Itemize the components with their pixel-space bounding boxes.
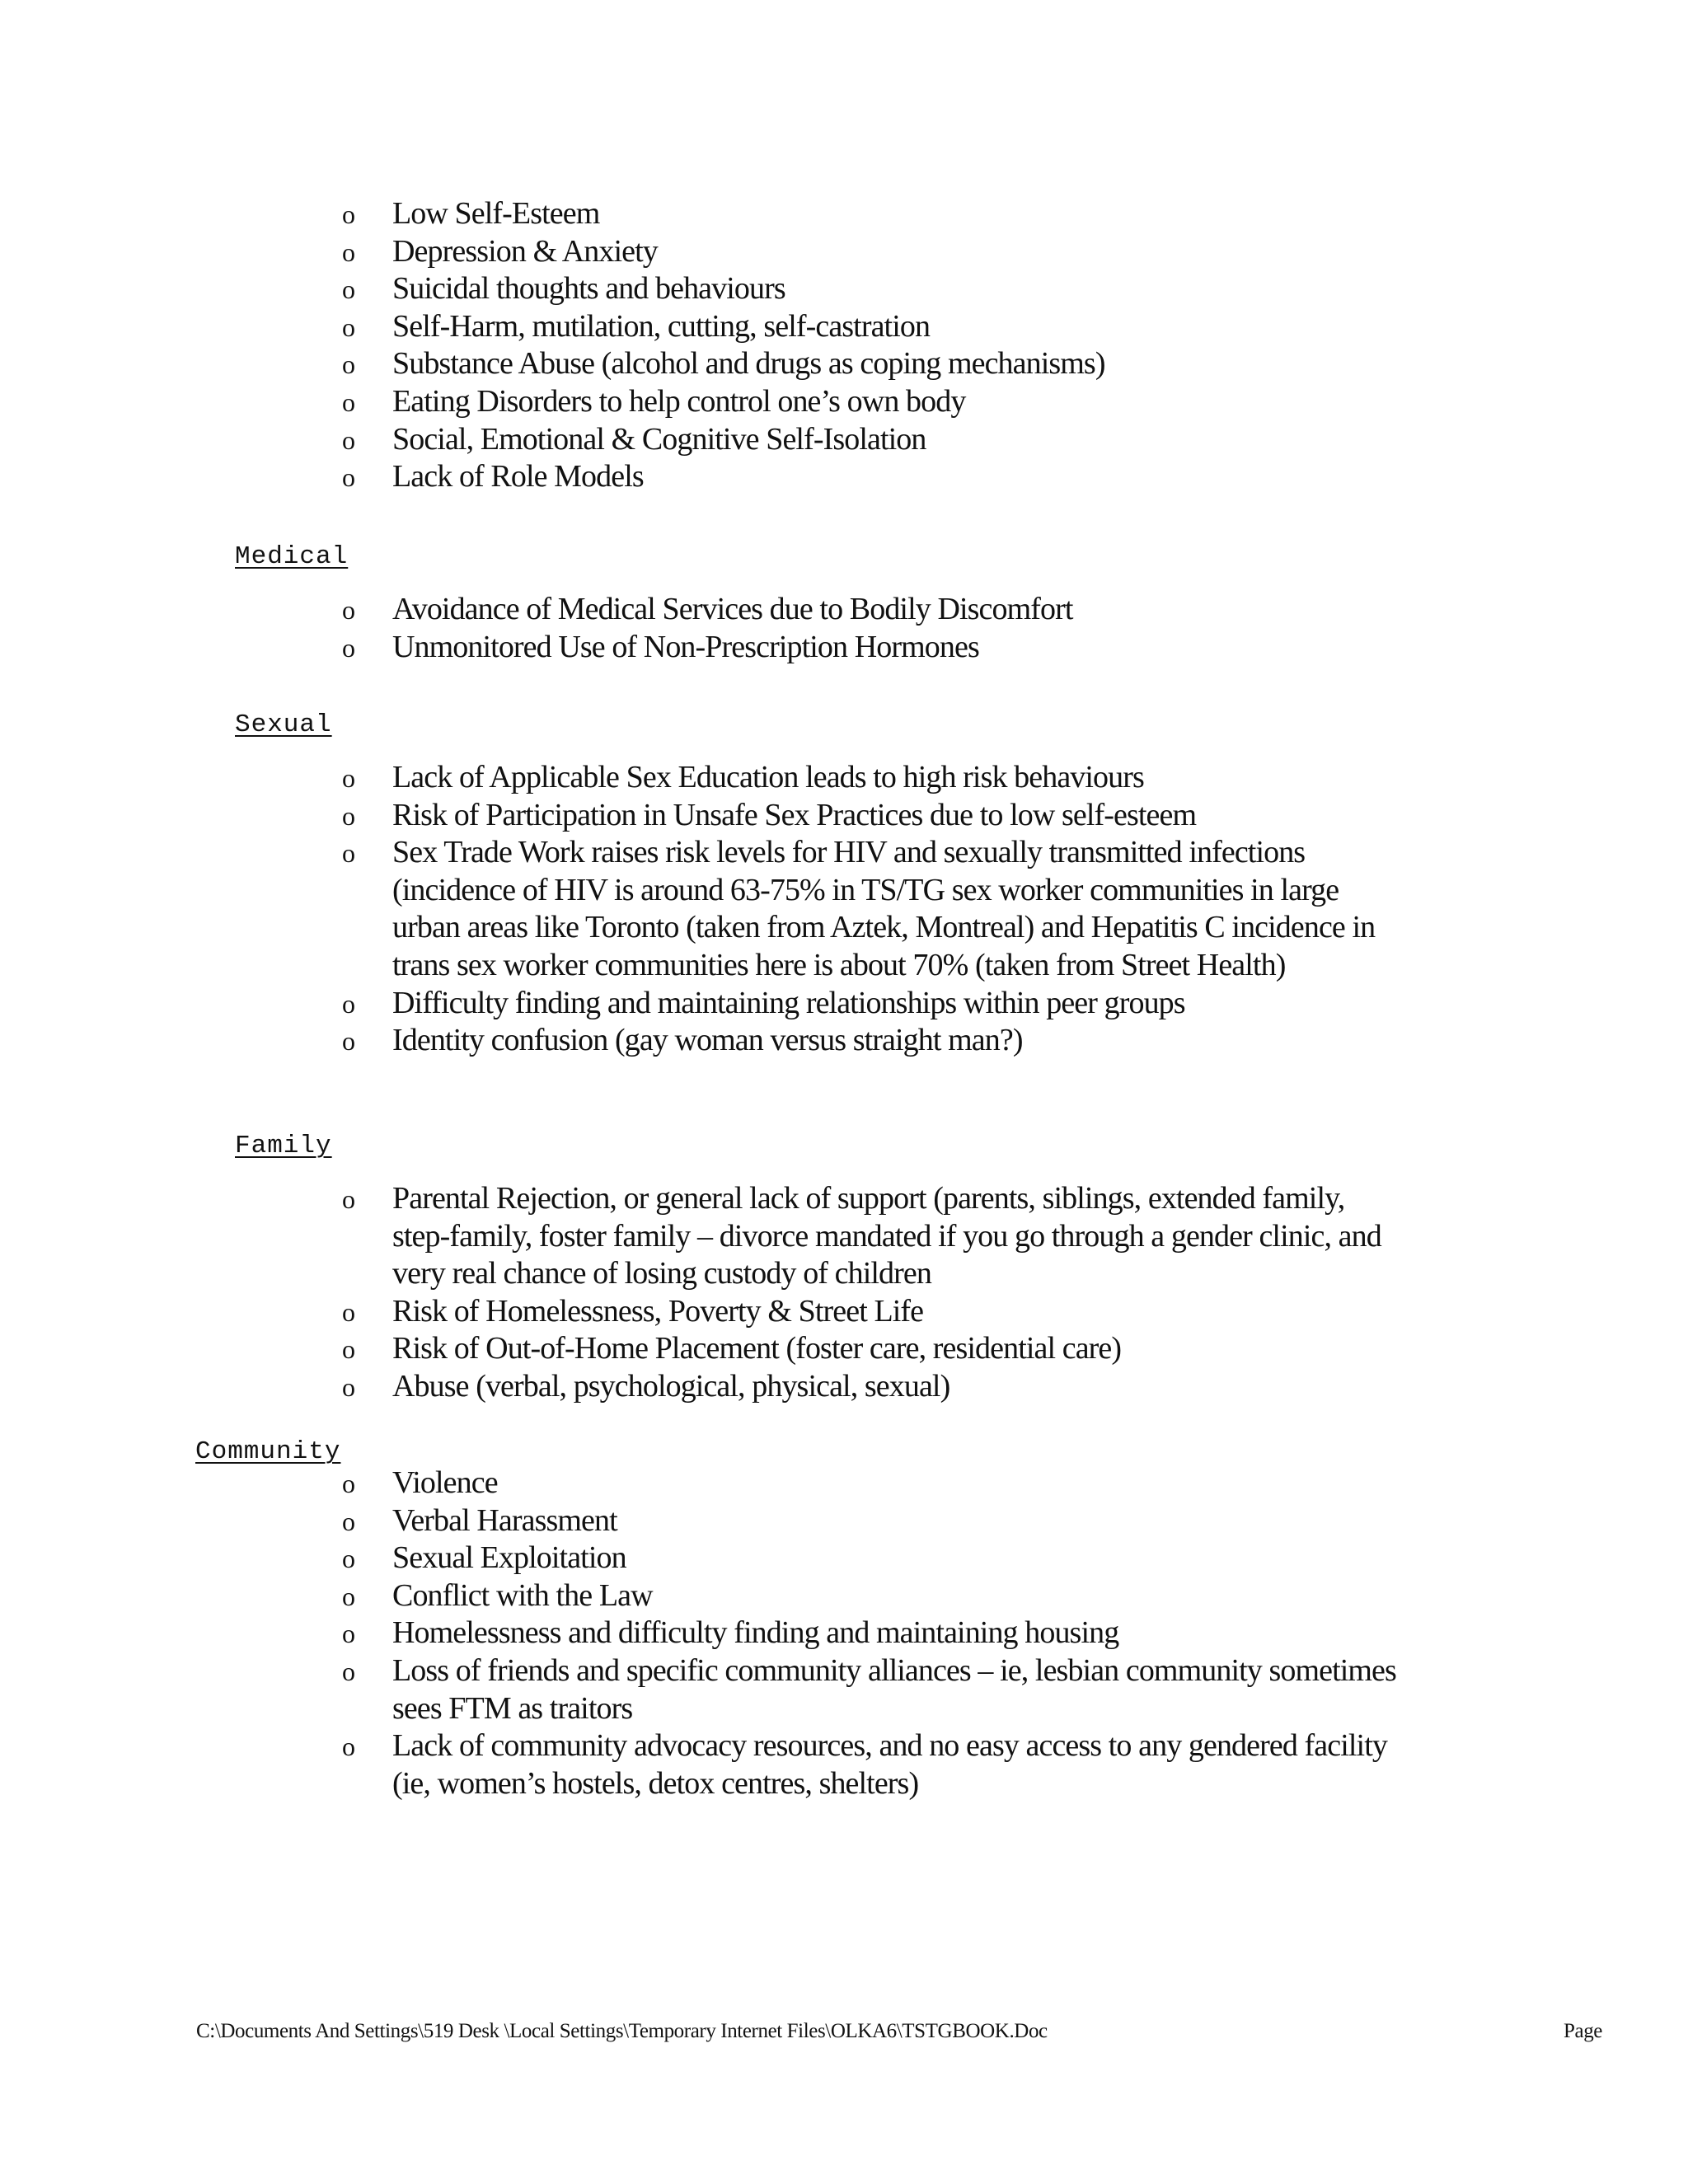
list-item: o Lack of Applicable Sex Education leads to high risk behaviours [0,759,1406,797]
family-list-block [0,1180,1688,1406]
medical-list-block [0,591,1688,666]
intro-list [0,195,1688,496]
section-heading-family: Family [235,1132,332,1160]
list-item: o Abuse (verbal, psychological, physical, sexual) [0,1368,1406,1406]
bullet-icon: o [342,312,355,342]
list-item: o Unmonitored Use of Non-Prescription Hormones [0,629,1406,667]
bullet-icon: o [342,1544,355,1574]
list-item: o Social, Emotional & Cognitive Self-Isolation [0,421,1406,459]
bullet-icon: o [342,274,355,305]
bullet-icon: o [342,595,355,625]
bullet-icon: o [342,1469,355,1498]
list-item: o Loss of friends and specific community alliances – ie, lesbian community sometimes sees FTM as traitors [342,1652,1396,1726]
bullet-icon: o [342,1184,355,1214]
footer-page-label: Page [1564,2020,1602,2042]
bullet-icon: o [342,1506,355,1536]
list-item: o Conflict with the Law [0,1577,1406,1615]
section-heading-medical: Medical [235,542,349,571]
list-item: o Lack of Role Models [0,458,1406,496]
list-item: o Homelessness and difficulty finding and maintaining housing [0,1615,1406,1652]
bullet-icon: o [342,838,355,869]
bullet-icon: o [342,1334,355,1365]
bullet-icon: o [342,800,355,831]
list-item: o Difficulty finding and maintaining relationships within peer groups [0,985,1406,1023]
list-item: o Avoidance of Medical Services due to Bodily Discomfort [0,591,1406,629]
medical-list [0,591,1688,666]
section-heading-community: Community [195,1437,341,1466]
bullet-icon: o [342,763,355,793]
family-list [0,1180,1688,1406]
list-item: o Lack of community advocacy resources, and no easy access to any gendered facility (ie, women’s hostels, detox centres, shelters) [342,1728,1387,1801]
bullet-icon: o [342,1296,355,1327]
bullet-icon: o [342,199,355,229]
list-item: o Verbal Harassment [0,1502,1406,1540]
list-item: o Risk of Out-of-Home Placement (foster care, residential care) [0,1330,1406,1368]
list-item: o Violence [0,1465,1406,1502]
sexual-list [0,759,1688,1060]
sexual-list-block [0,759,1688,1060]
section-heading-sexual: Sexual [235,710,332,739]
list-item: o Low Self-Esteem [0,195,1406,233]
intro-list-block [0,195,1688,496]
bullet-icon: o [342,988,355,1019]
bullet-icon: o [342,462,355,493]
bullet-icon: o [342,237,355,267]
list-item: o Sex Trade Work raises risk levels for HIV and sexually transmitted infections (incidence of HIV is around 63-75% in TS/TG sex worker communities in large urban areas like Toronto (taken from Aztek, Montreal) and Hepatitis C incidence in trans sex worker communities here is about 70% (taken from Street Health) [342,835,1376,982]
list-item: o Self-Harm, mutilation, cutting, self-castration [0,308,1406,346]
bullet-icon: o [342,1026,355,1057]
bullet-icon: o [342,1656,355,1686]
list-item: o Eating Disorders to help control one’s own body [0,383,1406,421]
community-list [0,1465,1688,1802]
list-item: o Substance Abuse (alcohol and drugs as coping mechanisms) [0,345,1406,383]
bullet-icon: o [342,349,355,380]
bullet-icon: o [342,1619,355,1649]
bullet-icon: o [342,1581,355,1611]
list-item: o Depression & Anxiety [0,233,1406,271]
bullet-icon: o [342,1732,355,1762]
list-item: o Parental Rejection, or general lack of support (parents, siblings, extended family, step-family, foster family – divorce mandated if you go through a gender clinic, and very real chance of losing custody of children [342,1181,1381,1291]
list-item: o Sexual Exploitation [0,1540,1406,1577]
footer-file-path: C:\Documents And Settings\519 Desk \Local Settings\Temporary Internet Files\OLKA6\TSTGBOOK.Doc [196,2020,1048,2042]
bullet-icon: o [342,632,355,663]
community-list-block [0,1465,1688,1802]
bullet-icon: o [342,1371,355,1402]
list-item: o Identity confusion (gay woman versus straight man?) [0,1022,1406,1060]
list-item: o Risk of Participation in Unsafe Sex Practices due to low self-esteem [0,797,1406,835]
bullet-icon: o [342,387,355,417]
bullet-icon: o [342,424,355,455]
list-item: o Risk of Homelessness, Poverty & Street Life [0,1293,1406,1331]
list-item: o Suicidal thoughts and behaviours [0,270,1406,308]
